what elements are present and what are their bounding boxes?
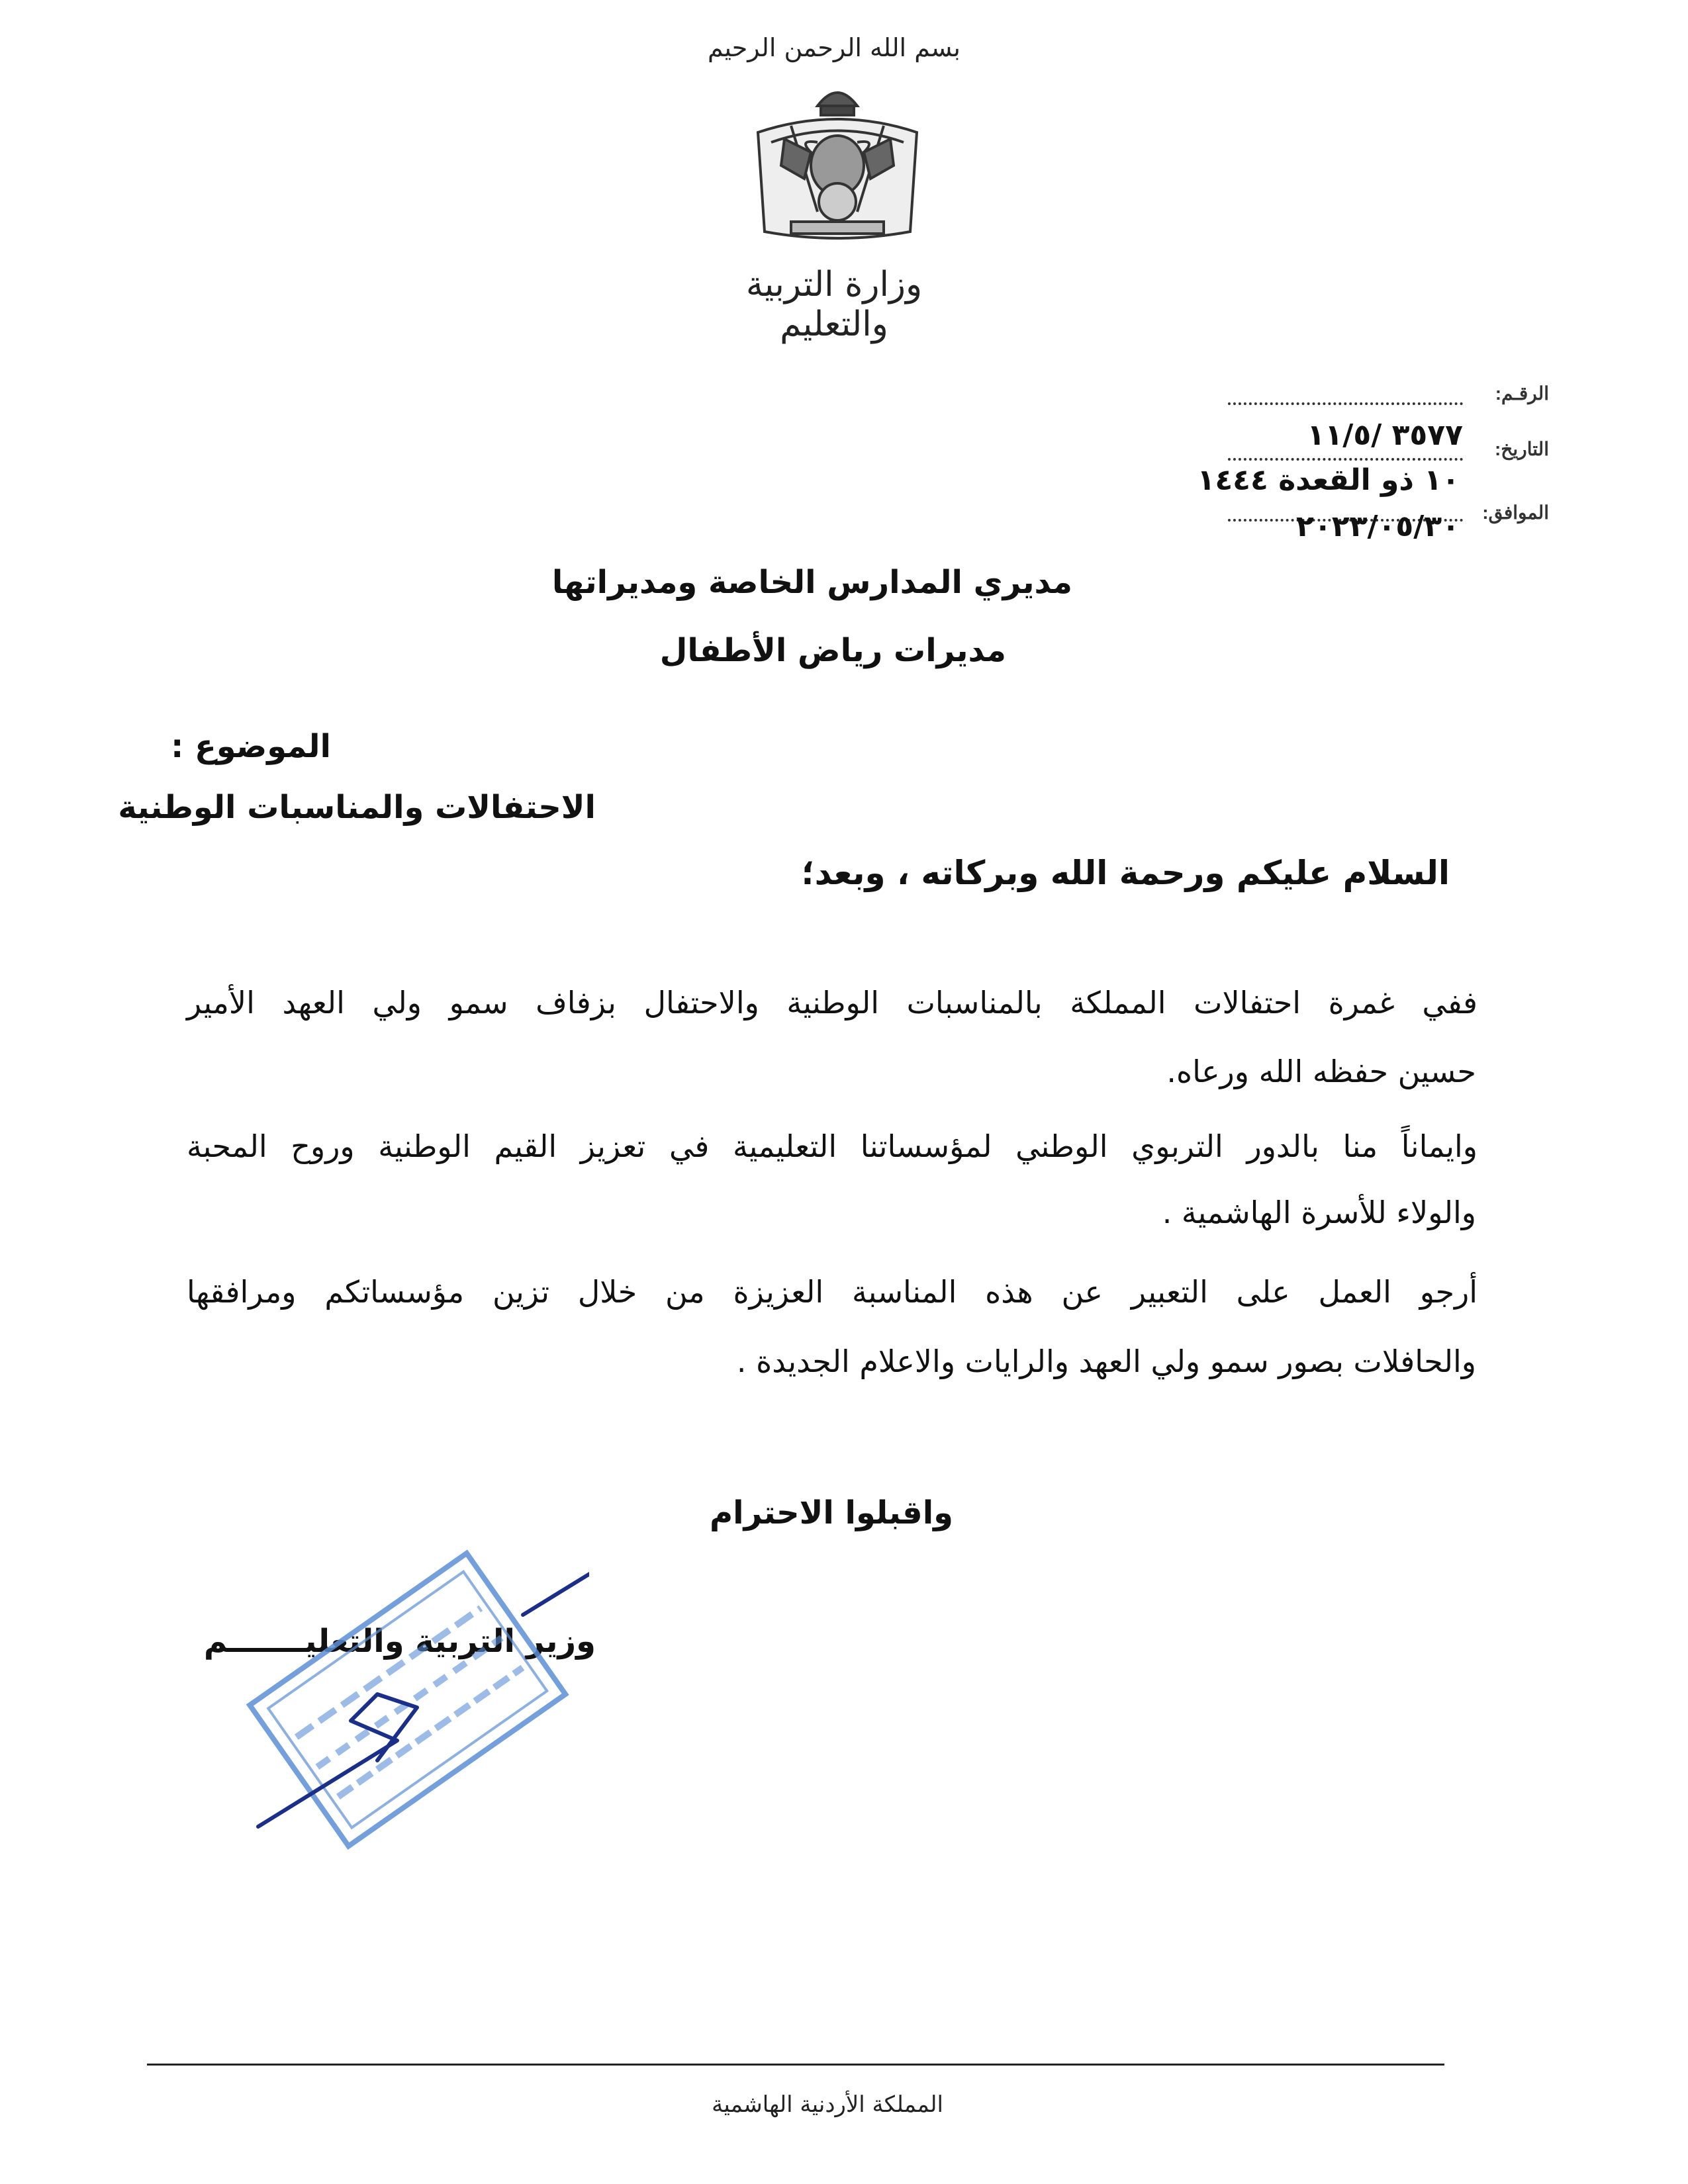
jordan-coat-of-arms-icon: [718, 79, 957, 245]
paragraph-2-line-2: والولاء للأسرة الهاشمية .: [1162, 1195, 1476, 1230]
gregorian-date-value: ٢٠٢٣/٠٥/٣٠: [1296, 510, 1460, 543]
basmala-text: بسم الله الرحمن الرحيم: [708, 33, 961, 62]
corresponding-date-label: الموافق:: [1482, 502, 1549, 523]
greeting: السلام عليكم ورحمة الله وبركاته ، وبعد؛: [801, 854, 1450, 892]
paragraph-2-line-1: وايماناً منا بالدور التربوي الوطني لمؤسساتنا التعليمية في تعزيز القيم الوطنية وروح المحبة: [187, 1128, 1477, 1164]
reference-number-dots: [1228, 402, 1463, 405]
official-stamp-and-signature: [218, 1522, 589, 1866]
hijri-date-value: ١٠ ذو القعدة ١٤٤٤: [1197, 463, 1460, 497]
addressee-line-1: مديري المدارس الخاصة ومديراتها: [551, 564, 1072, 601]
subject-label: الموضوع :: [171, 728, 331, 765]
subject-title: الاحتفالات والمناسبات الوطنية: [118, 789, 596, 826]
footer-divider: [147, 2064, 1444, 2066]
paragraph-1-line-2: حسين حفظه الله ورعاه.: [1166, 1054, 1476, 1089]
ministry-name: وزارة التربية والتعليم: [745, 265, 923, 344]
closing: واقبلوا الاحترام: [709, 1494, 953, 1531]
reference-date-value: ٣٥٧٧ /١١/٥: [1307, 418, 1463, 452]
reference-number-label: الرقـم:: [1495, 383, 1549, 404]
signature-title: وزير التربية والتعليـــــــم: [203, 1623, 596, 1660]
addressee-line-2: مديرات رياض الأطفال: [659, 632, 1006, 669]
footer-country-name: المملكة الأردنية الهاشمية: [712, 2091, 943, 2118]
paragraph-3-line-2: والحافلات بصور سمو ولي العهد والرايات والاعلام الجديدة .: [736, 1343, 1476, 1379]
paragraph-3-line-1: أرجو العمل على التعبير عن هذه المناسبة العزيزة من خلال تزين مؤسساتكم ومرافقها: [187, 1274, 1477, 1310]
reference-date-label: التاريخ:: [1494, 439, 1549, 459]
paragraph-1-line-1: ففي غمرة احتفالات المملكة بالمناسبات الوطنية والاحتفال بزفاف سمو ولي العهد الأمير: [187, 985, 1477, 1021]
reference-date-dots: [1228, 458, 1463, 461]
